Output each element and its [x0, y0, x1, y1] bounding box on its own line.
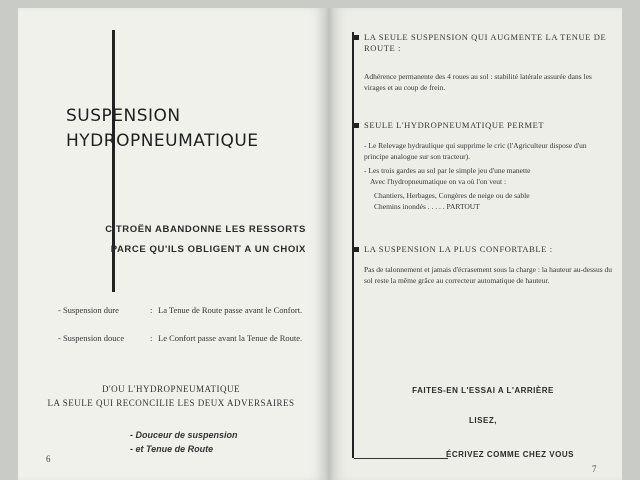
- section-paragraph: Pas de talonnement et jamais d'écrasement sous la charge : la hauteur au-dessus du sol reste la même grâce au correcteur automatique de hauteur.: [364, 265, 613, 285]
- terrain-list: [374, 191, 612, 212]
- comparison-label: - Suspension douce: [58, 333, 125, 343]
- section-paragraph: Avec l'hydropneumatique on va où l'on veut :: [370, 176, 507, 186]
- benefit-item: - et Tenue de Route: [130, 444, 214, 454]
- section-body: [354, 141, 612, 212]
- cta-try: FAITES-EN L'ESSAI A L'ARRIÈRE: [412, 386, 554, 395]
- left-page: [18, 8, 324, 480]
- section-heading: LA SUSPENSION LA PLUS CONFORTABLE :: [354, 244, 612, 255]
- tagline-line-1: CITROËN ABANDONNE LES RESSORTS: [105, 224, 306, 235]
- terrain-line: Chantiers, Herbages, Congères de neige ou de sable: [374, 191, 530, 200]
- title-line-2: HYDROPNEUMATIQUE: [66, 131, 259, 151]
- page-number-left: 6: [46, 454, 51, 464]
- page-number-right: 7: [592, 464, 597, 474]
- section-paragraph: Adhérence permanente des 4 roues au sol : stabilité latérale assurée dans les virages et au coup de frein.: [364, 72, 592, 92]
- section-body: [354, 265, 612, 286]
- colon: :: [150, 305, 153, 315]
- terrain-line: Chemins inondés . . . . . PARTOUT: [374, 201, 480, 211]
- conclusion: [18, 382, 324, 410]
- signature-line: [354, 458, 448, 459]
- comparison-text: La Tenue de Route passe avant le Confort.: [158, 305, 303, 315]
- section-heading: SEULE L'HYDROPNEUMATIQUE PERMET: [354, 120, 612, 131]
- conclusion-line-2: LA SEULE QUI RECONCILIE LES DEUX ADVERSAIRES: [47, 398, 295, 408]
- title-line-1: SUSPENSION: [66, 106, 181, 126]
- section-body: [354, 72, 612, 93]
- comparison-hard: [58, 304, 318, 330]
- section-comfort: [354, 244, 612, 290]
- tagline: [105, 220, 306, 260]
- right-page: [334, 8, 622, 480]
- benefit-item: - Douceur de suspension: [130, 430, 238, 440]
- section-hydropneumatic: [354, 120, 612, 212]
- tagline-line-2: PARCE QU'ILS OBLIGENT A UN CHOIX: [110, 244, 306, 255]
- benefit-list: [130, 428, 238, 456]
- section-heading: LA SEULE SUSPENSION QUI AUGMENTE LA TENUE DE ROUTE :: [354, 32, 612, 54]
- cta-read: LISEZ,: [469, 416, 497, 425]
- colon: :: [150, 333, 153, 343]
- page-title: [66, 104, 259, 154]
- book-gutter: [324, 8, 334, 480]
- section-paragraph: - Les trois gardes au sol par le simple jeu d'une manette: [364, 166, 531, 175]
- comparison-label: - Suspension dure: [58, 305, 119, 315]
- cta-write: ÉCRIVEZ COMME CHEZ VOUS: [446, 450, 574, 459]
- comparison-soft: [58, 332, 318, 358]
- section-road-holding: [354, 32, 612, 97]
- conclusion-line-1: D'OU L'HYDROPNEUMATIQUE: [102, 384, 240, 394]
- section-paragraph: - Le Relevage hydraulique qui supprime le cric (l'Agriculteur dispose d'un principe analogue sur son tracteur).: [364, 141, 587, 161]
- comparison-text: Le Confort passe avant la Tenue de Route.: [158, 333, 303, 343]
